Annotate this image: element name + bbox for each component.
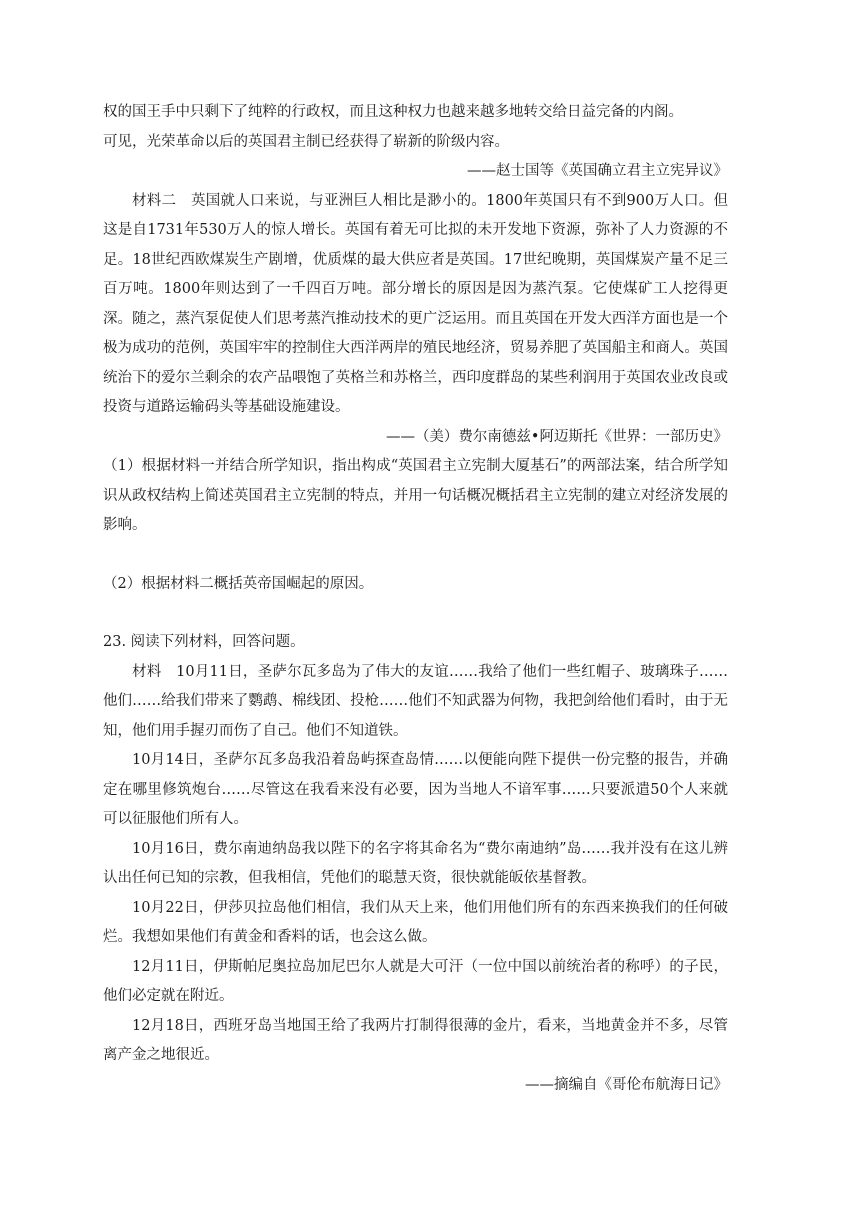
q23-source: ——摘编自《哥伦布航海日记》	[525, 1076, 728, 1093]
q23-entry-2: 10月14日，圣萨尔瓦多岛我沿着岛屿探查岛情……以便能向陛下提供一份完整的报告，并确定在哪里修筑炮台……尽管这在我看来没有必要，因为当地人不谙军事……只要派遣50个人来就可以征服他们所有人。	[103, 752, 728, 827]
question-2: （2）根据材料二概括英帝国崛起的原因。	[103, 575, 374, 592]
answer-space	[103, 541, 728, 570]
material1-source: ——赵士国等《英国确立君主立宪异议》	[467, 163, 728, 179]
question-1: （1）根据材料一并结合所学知识，指出构成“英国君主立宪制大厦基石”的两部法案，结合所学知识从政权结构上简述英国君主立宪制的特点，并用一句话概况概括君主立宪制的建立对经济发展的影响。	[103, 458, 728, 533]
q23-entry-5: 12月11日，伊斯帕尼奥拉岛加尼巴尔人就是大可汗（一位中国以前统治者的称呼）的子民，他们必定就在附近。	[103, 958, 728, 1004]
material2-text: 英国就人口来说，与亚洲巨人相比是渺小的。1800年英国只有不到900万人口。但这是自1731年530万人的惊人增长。英国有着无可比拟的未开发地下资源，弥补了人力资源的不足。18世纪西欧煤炭生产剧增，优质煤的最大供应者是英国。17世纪晚期，英国煤炭产量不足三百万吨。1800年则达到了一千四百万吨。部分增长的原因是因为蒸汽泵。它使煤矿工人挖得更深。随之，蒸汽泵促使人们思考蒸汽推动技术的更广泛运用。而且英国在开发大西洋方面也是一个极为成功的范例，英国牢牢的控制住大西洋两岸的殖民地经济，贸易养肥了英国船主和商人。英国统治下的爱尔兰剩余的农产品喂饱了英格兰和苏格兰，西印度群岛的某些利润用于英国农业改良或投资与道路运输码头等基础设施建设。	[103, 192, 729, 415]
q23-entry-1	[103, 658, 728, 747]
material1-line-1: 权的国王手中只剩下了纯粹的行政权，而且这种权力也越来越多地转交给日益完备的内阁。	[103, 104, 683, 120]
q23-entry-text: 10月11日，圣萨尔瓦多岛为了伟大的友谊……我给了他们一些红帽子、玻璃珠子……他们……给我们带来了鹦鹉、棉线团、投枪……他们不知武器为何物，我把剑给他们看时，由于无知，他们用手握刃而伤了自己。他们不知道铁。	[103, 663, 728, 739]
material1-line-2: 可见，光荣革命以后的英国君主制已经获得了崭新的阶级内容。	[103, 133, 509, 150]
material2-label: 材料二	[132, 192, 177, 209]
q23-material-label: 材料	[132, 663, 162, 680]
q23-entry-3: 10月16日，费尔南迪纳岛我以陛下的名字将其命名为“费尔南迪纳”岛……我并没有在这儿辨认出任何已知的宗教，但我相信，凭他们的聪慧天资，很快就能皈依基督教。	[103, 840, 728, 886]
q23-entry-4: 10月22日，伊莎贝拉岛他们相信，我们从天上来，他们用他们所有的东西来换我们的任何破烂。我想如果他们有黄金和香料的话，也会这么做。	[103, 899, 728, 945]
q23-entry-6: 12月18日，西班牙岛当地国王给了我两片打制得很薄的金片，看来，当地黄金并不多，尽管离产金之地很近。	[103, 1017, 728, 1063]
material2-source: ——（美）费尔南德兹•阿迈斯托《世界：一部历史》	[385, 428, 728, 445]
material2-paragraph	[103, 187, 728, 423]
question-23-heading: 23. 阅读下列材料，回答问题。	[103, 634, 305, 650]
answer-space	[103, 599, 728, 628]
document-content	[103, 98, 728, 1100]
